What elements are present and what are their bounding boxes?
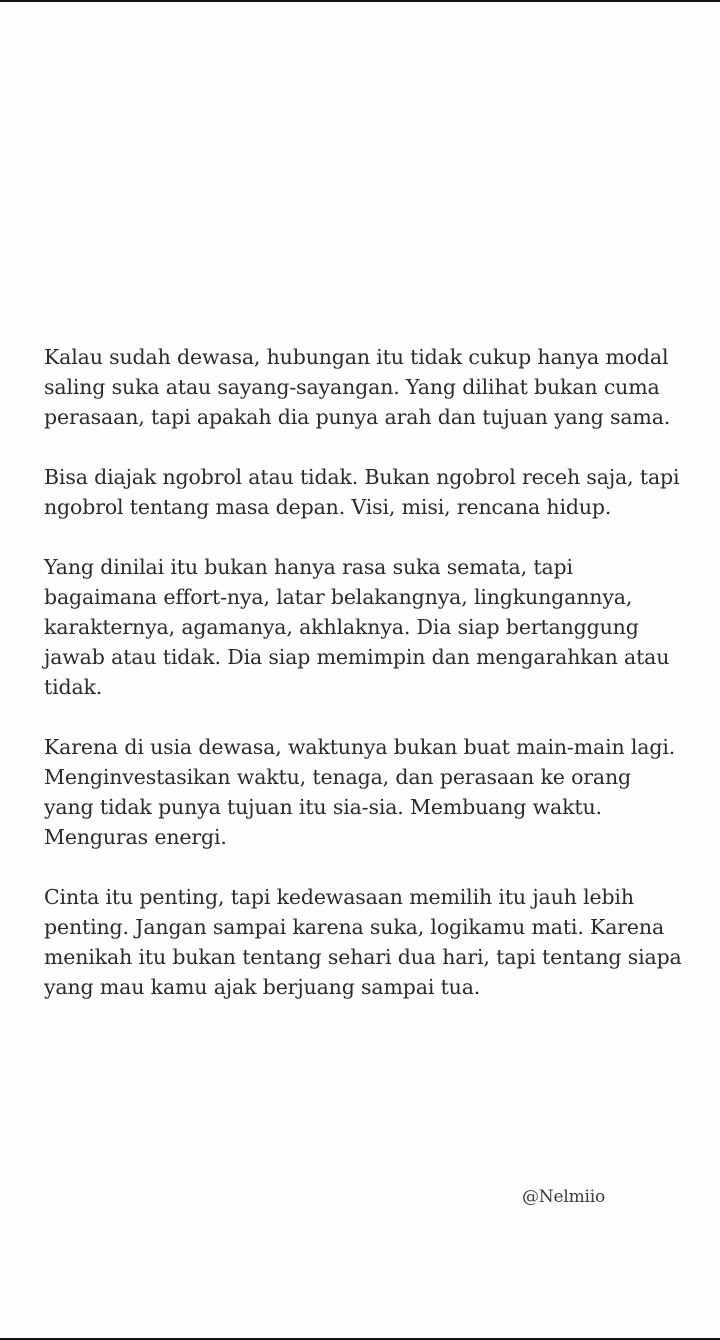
paragraph-3 [44,552,694,702]
text-line: Bisa diajak ngobrol atau tidak. Bukan ngobrol receh saja, tapi [44,465,680,489]
text-line: karakternya, agamanya, akhlaknya. Dia siap bertanggung [44,615,639,639]
text-line: yang mau kamu ajak berjuang sampai tua. [44,975,481,999]
paragraph-2 [44,462,694,522]
text-line: bagaimana effort-nya, latar belakangnya, lingkungannya, [44,585,633,609]
text-line: Cinta itu penting, tapi kedewasaan memilih itu jauh lebih [44,885,634,909]
text-line: Kalau sudah dewasa, hubungan itu tidak cukup hanya modal [44,345,669,369]
author-signature: @Nelmiio [522,1187,606,1207]
text-line: tidak. [44,675,103,699]
paragraph-5 [44,882,694,1002]
text-line: ngobrol tentang masa depan. Visi, misi, rencana hidup. [44,495,612,519]
text-line: jawab atau tidak. Dia siap memimpin dan mengarahkan atau [44,645,670,669]
quote-text [44,342,694,1032]
text-line: saling suka atau sayang-sayangan. Yang dilihat bukan cuma [44,375,660,399]
text-line: Menginvestasikan waktu, tenaga, dan perasaan ke orang [44,765,632,789]
text-line: perasaan, tapi apakah dia punya arah dan tujuan yang sama. [44,405,671,429]
text-line: penting. Jangan sampai karena suka, logikamu mati. Karena [44,915,665,939]
text-line: yang tidak punya tujuan itu sia-sia. Membuang waktu. [44,795,602,819]
text-line: Karena di usia dewasa, waktunya bukan buat main-main lagi. [44,735,676,759]
text-line: Yang dinilai itu bukan hanya rasa suka semata, tapi [44,555,573,579]
paragraph-1 [44,342,694,432]
text-line: menikah itu bukan tentang sehari dua hari, tapi tentang siapa [44,945,682,969]
text-line: Menguras energi. [44,825,227,849]
paragraph-4 [44,732,694,852]
